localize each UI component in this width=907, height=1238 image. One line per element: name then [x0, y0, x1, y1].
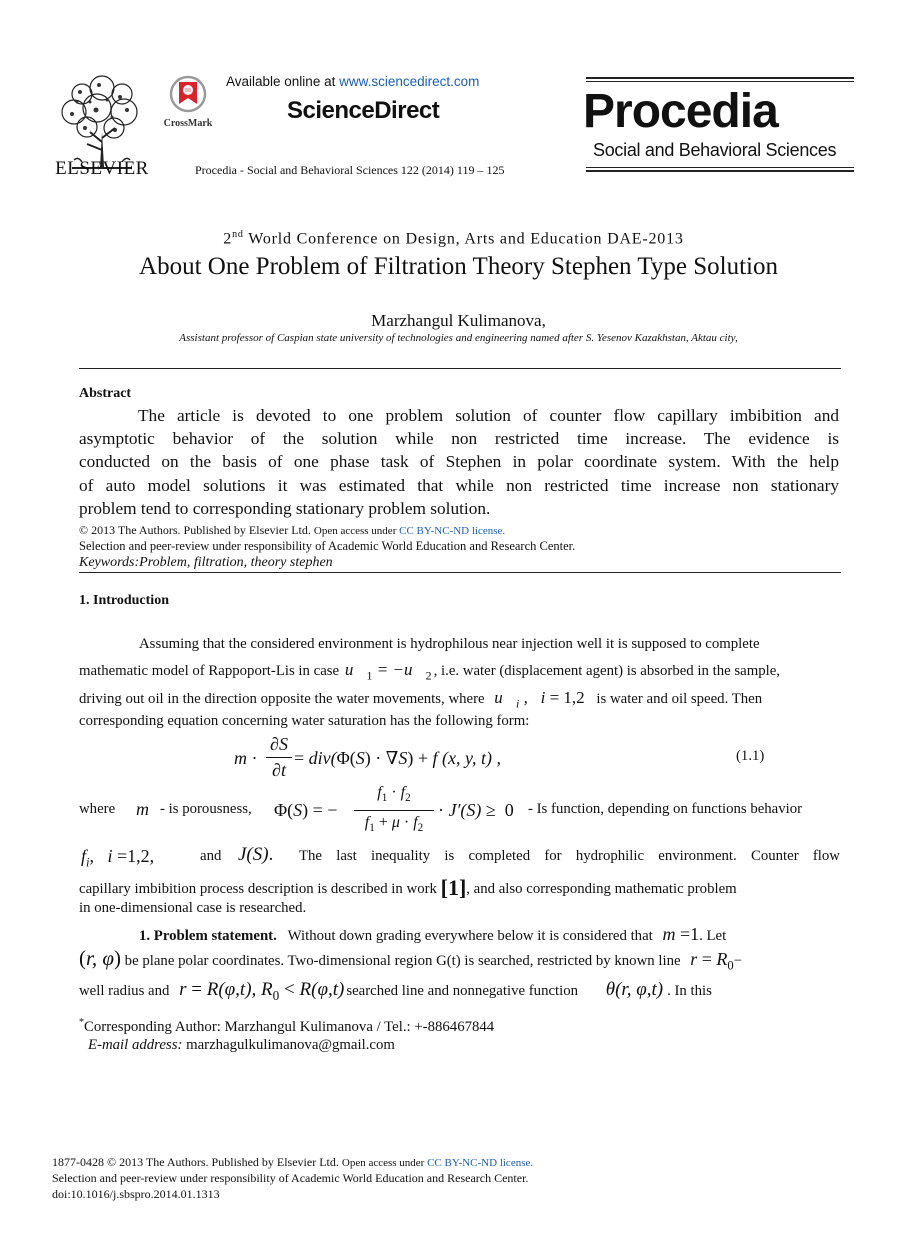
- conference-rest: World Conference on Design, Arts and Education DAE-2013: [243, 230, 684, 248]
- procedia-rule-bottom2: [586, 170, 854, 172]
- sciencedirect-title: ScienceDirect: [287, 97, 440, 124]
- crossmark-icon: [168, 74, 208, 118]
- and-word: and: [200, 848, 222, 864]
- theta-function-formula: θ(r, φ,t): [605, 979, 664, 1000]
- intro-line-one-dim: in one-dimensional case is researched.: [79, 900, 307, 916]
- problem-statement-text: Without down grading everywhere below it is considered that: [287, 928, 653, 944]
- problem-line-2: (r, φ) be plane polar coordinates. Two-dimensional region G(t) is searched, restricted by known line $r = R_0-$: [79, 946, 743, 973]
- intro-line-1: Assuming that the considered environment is hydrophilous near injection well it is supposed to complete: [139, 636, 760, 652]
- intro-line-3a: driving out oil in the direction opposite the water movements, where: [79, 691, 485, 707]
- intro-line-4: corresponding equation concerning water saturation has the following form:: [79, 713, 530, 729]
- work-text-b: , and also corresponding mathematic problem: [466, 881, 737, 897]
- porousness-symbol: m: [136, 799, 149, 819]
- abstract-rule-top: [79, 368, 841, 369]
- abstract-line: conducted on the basis of one phase task of Stephen in polar coordinate system. With the help: [79, 452, 839, 472]
- r-equals-r0: $r = R_0$: [690, 949, 734, 973]
- email-label: E-mail address:: [88, 1037, 183, 1053]
- author-affiliation: Assistant professor of Caspian state university of technologies and engineering named after S. Yesenov Kazakhstan, Aktau city,: [179, 332, 738, 344]
- abstract-rule-bottom: [79, 572, 841, 573]
- conference-name: [0, 229, 907, 248]
- introduction-heading: 1. Introduction: [79, 593, 169, 608]
- problem-statement-line: [139, 924, 841, 945]
- let-text: . Let: [699, 928, 727, 944]
- inequality-text: The last inequality is completed for hydrophilic environment. Counter flow: [299, 848, 840, 864]
- intro-line-2a: mathematic model of Rappoport-Lis in case: [79, 663, 340, 679]
- paper-title: About One Problem of Filtration Theory Stephen Type Solution: [139, 253, 778, 280]
- copyright-text: © 2013 The Authors. Published by Elsevier Ltd.: [79, 523, 314, 537]
- equation-1-1: m · ∂S ∂t = div(Φ(S) · ∇S) + f (x, y, t) ,: [234, 734, 501, 780]
- well-radius-text: well radius and: [79, 983, 170, 999]
- intro-line-2: [79, 660, 841, 683]
- footer-doi[interactable]: doi:10.1016/j.sbspro.2014.01.1313: [52, 1187, 220, 1201]
- searched-text: searched line and nonnegative function: [346, 983, 579, 999]
- phi-function-formula: Φ(S) = − $f_1 \cdot f_2$ $f_1 + \mu \cdot f_2$ · J′(S) ≥ 0: [274, 784, 514, 835]
- procedia-title: Procedia: [583, 85, 778, 138]
- searched-line-formula: r = R(φ,t), $R_0 < R(\varphi,t)$: [179, 979, 345, 1003]
- conference-ordinal: 2: [223, 230, 233, 248]
- procedia-rule-top: [586, 77, 854, 79]
- velocity-index-formula: $u⃗_i$ , i = 1,2: [494, 688, 585, 711]
- abstract-line: The article is devoted to one problem solution of counter flow capillary imbibition and: [138, 406, 839, 425]
- crossmark-badge[interactable]: [160, 74, 216, 132]
- polar-coords-symbol: (r, φ): [79, 946, 121, 970]
- problem-statement-heading: 1. Problem statement.: [139, 928, 277, 944]
- email-address[interactable]: marzhagulkulimanova@gmail.com: [186, 1037, 395, 1053]
- available-online-prefix: Available online at: [226, 74, 340, 89]
- reference-number: 1: [447, 875, 459, 900]
- elsevier-logo: [52, 72, 152, 180]
- j-function-symbol: J(S).: [238, 844, 274, 865]
- problem-line-3: [79, 979, 849, 1004]
- intro-line-3: [79, 688, 841, 711]
- intro-line-2b: , i.e. water (displacement agent) is absorbed in the sample,: [433, 663, 781, 679]
- author-name: Marzhangul Kulimanova,: [371, 311, 546, 330]
- equation-number: (1.1): [736, 748, 765, 764]
- abstract-selection: Selection and peer-review under responsibility of Academic World Education and Research Center.: [79, 539, 576, 553]
- where-word: where: [79, 801, 116, 817]
- footer-issn-text: 1877-0428 © 2013 The Authors. Published by Elsevier Ltd.: [52, 1155, 342, 1169]
- procedia-subtitle: Social and Behavioral Sciences: [593, 140, 837, 160]
- intro-line-3b: is water and oil speed. Then: [596, 691, 763, 707]
- footnote-email: [88, 1037, 395, 1054]
- polar-text: be plane polar coordinates. Two-dimensional region G(t) is searched, restricted by known line: [124, 953, 681, 969]
- m-equals-one: m =1: [662, 924, 700, 944]
- footnote-author: *Corresponding Author: Marzhangul Kulimanova / Tel.: +-886467844: [79, 1017, 495, 1035]
- abstract-heading: Abstract: [79, 386, 132, 401]
- crossmark-label: CrossMark: [163, 118, 213, 129]
- elsevier-tree-icon: [52, 72, 152, 172]
- abstract-line: of auto model solutions it was estimated that while non restricted time increase non stationary: [79, 475, 839, 495]
- velocity-equality-formula: $u⃗_1$ = $-u⃗_2$: [344, 660, 432, 683]
- function-text: - Is function, depending on functions behavior: [528, 801, 803, 817]
- open-access-text: Open access under: [313, 525, 400, 537]
- abstract-line: problem tend to corresponding stationary problem solution.: [79, 498, 491, 518]
- work-text: capillary imbibition process description is described in work: [79, 881, 437, 897]
- abstract-copyright: [79, 523, 505, 538]
- fi-symbol: $f_i$, i =1,2,: [81, 846, 155, 870]
- reference-bracket[interactable]: [1]: [440, 875, 467, 900]
- abstract-body: [79, 404, 839, 520]
- conference-ordinal-suffix: nd: [232, 229, 244, 240]
- footer-selection: Selection and peer-review under responsibility of Academic World Education and Research Center.: [52, 1171, 529, 1185]
- intro-line-work: [79, 875, 841, 901]
- procedia-rule-bottom: [586, 167, 854, 168]
- license-link[interactable]: CC BY-NC-ND license.: [399, 525, 506, 537]
- sciencedirect-link[interactable]: www.sciencedirect.com: [339, 74, 480, 89]
- abstract-line: asymptotic behavior of the solution while non restricted time increase. The evidence is: [79, 429, 839, 449]
- journal-citation: Procedia - Social and Behavioral Sciences 122 (2014) 119 – 125: [195, 163, 505, 177]
- footer-open-access: Open access under: [341, 1157, 428, 1169]
- footer-issn: [52, 1155, 533, 1170]
- keywords: Keywords:Problem, filtration, theory stephen: [79, 555, 333, 570]
- footnote-author-text: Corresponding Author: Marzhangul Kulimanova / Tel.: +-886467844: [84, 1018, 495, 1035]
- elsevier-wordmark: ELSEVIER: [55, 158, 149, 179]
- in-this-text: . In this: [667, 983, 712, 999]
- footer-license-link[interactable]: CC BY-NC-ND license.: [427, 1157, 534, 1169]
- available-online: [226, 74, 479, 89]
- porousness-text: - is porousness,: [160, 801, 252, 817]
